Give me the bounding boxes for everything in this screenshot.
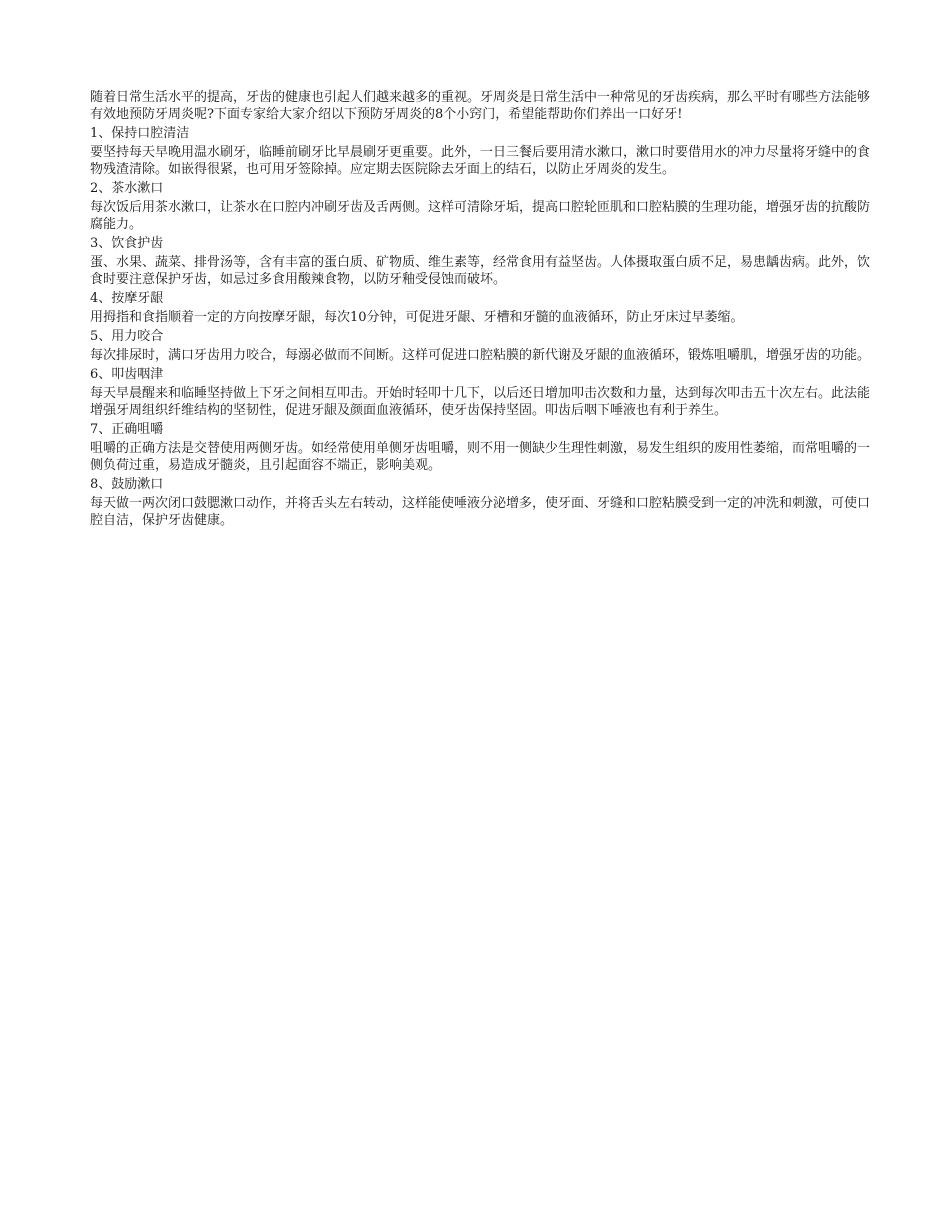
section-1 bbox=[90, 125, 880, 178]
intro-paragraph: 随着日常生活水平的提高，牙齿的健康也引起人们越来越多的重视。牙周炎是日常生活中一种常见的牙齿疾病，那么平时有哪些方法能够有效地预防牙周炎呢?下面专家给大家介绍以下预防牙周炎的8个小窍门，希望能帮助你们养出一口好牙! bbox=[90, 90, 871, 122]
section-heading: 6、叩齿咽津 bbox=[90, 367, 164, 382]
section-heading: 3、饮食护齿 bbox=[90, 236, 164, 251]
section-heading: 7、正确咀嚼 bbox=[90, 422, 164, 437]
section-8 bbox=[90, 476, 880, 529]
section-heading: 5、用力咬合 bbox=[90, 329, 164, 344]
section-5 bbox=[90, 328, 880, 364]
section-body: 每次饭后用茶水漱口，让茶水在口腔内冲刷牙齿及舌两侧。这样可清除牙垢，提高口腔轮匝肌和口腔粘膜的生理功能，增强牙齿的抗酸防腐能力。 bbox=[90, 200, 871, 232]
section-body: 用拇指和食指顺着一定的方向按摩牙龈，每次10分钟，可促进牙龈、牙槽和牙髓的血液循环，防止牙床过早萎缩。 bbox=[90, 310, 744, 325]
section-body: 咀嚼的正确方法是交替使用两侧牙齿。如经常使用单侧牙齿咀嚼，则不用一侧缺少生理性刺激，易发生组织的废用性萎缩，而常咀嚼的一侧负荷过重，易造成牙髓炎，且引起面容不端正，影响美观。 bbox=[90, 441, 871, 473]
section-body: 每天早晨醒来和临睡坚持做上下牙之间相互叩击。开始时轻叩十几下，以后还日增加叩击次数和力量，达到每次叩击五十次左右。此法能增强牙周组织纤维结构的坚韧性，促进牙龈及颜面血液循环，使牙齿保持坚固。叩齿后咽下唾液也有利于养生。 bbox=[90, 386, 871, 418]
section-heading: 4、按摩牙龈 bbox=[90, 291, 164, 306]
section-2 bbox=[90, 180, 880, 233]
section-body: 蛋、水果、蔬菜、排骨汤等，含有丰富的蛋白质、矿物质、维生素等，经常食用有益坚齿。人体摄取蛋白质不足，易患龋齿病。此外，饮食时要注意保护牙齿，如忌过多食用酸辣食物，以防牙釉受侵蚀而破坏。 bbox=[90, 255, 871, 287]
section-4 bbox=[90, 290, 880, 326]
section-7 bbox=[90, 421, 880, 474]
section-heading: 1、保持口腔清洁 bbox=[90, 126, 190, 141]
section-3 bbox=[90, 235, 880, 288]
section-body: 每次排尿时，满口牙齿用力咬合，每溺必做而不间断。这样可促进口腔粘膜的新代谢及牙龈的血液循环，锻炼咀嚼肌，增强牙齿的功能。 bbox=[90, 348, 871, 363]
section-body: 每天做一两次闭口鼓腮漱口动作，并将舌头左右转动，这样能使唾液分泌增多，使牙面、牙缝和口腔粘膜受到一定的冲洗和刺激，可使口腔自洁，保护牙齿健康。 bbox=[90, 496, 871, 528]
section-heading: 8、鼓励漱口 bbox=[90, 477, 164, 492]
section-6 bbox=[90, 366, 880, 419]
section-heading: 2、茶水漱口 bbox=[90, 181, 164, 196]
section-body: 要坚持每天早晚用温水刷牙，临睡前刷牙比早晨刷牙更重要。此外，一日三餐后要用清水漱口，漱口时要借用水的冲力尽量将牙缝中的食物残渣清除。如嵌得很紧，也可用牙签除掉。应定期去医院除去牙面上的结石，以防止牙周炎的发生。 bbox=[90, 145, 871, 177]
article-page bbox=[90, 89, 880, 529]
